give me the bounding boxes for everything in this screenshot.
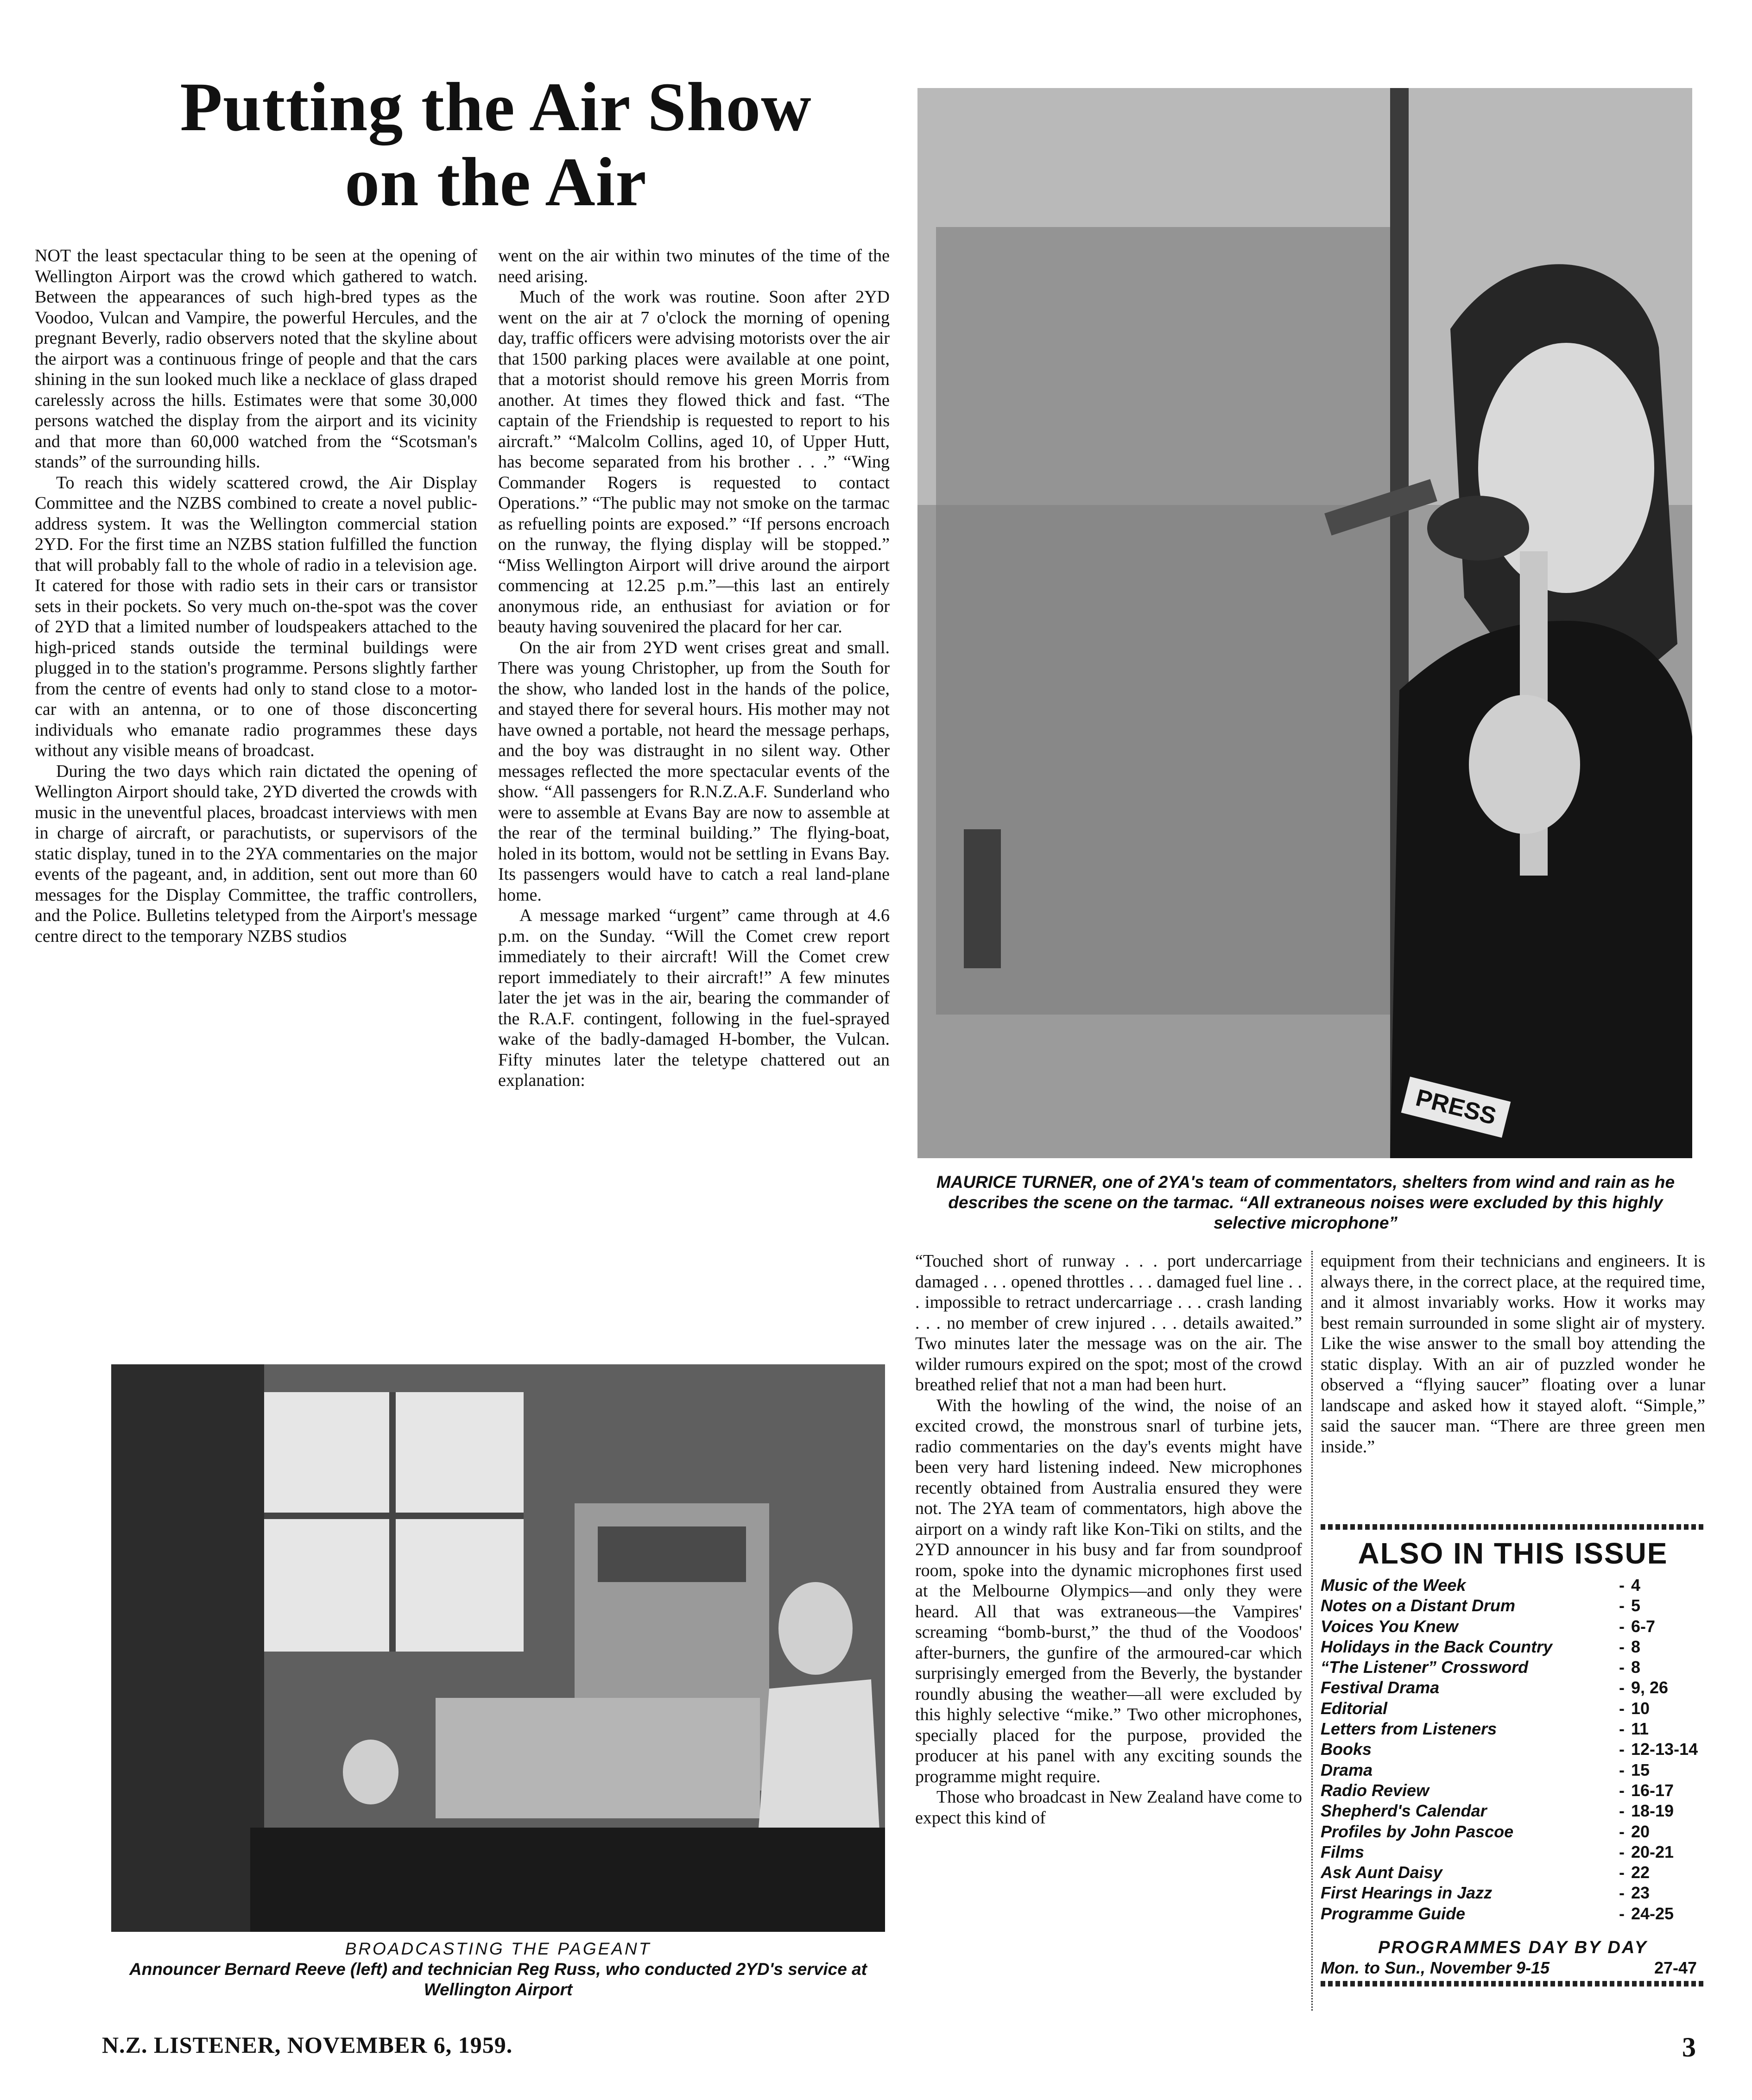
contents-item [1321,1801,1705,1821]
article-paragraph: A message marked “urgent” came through at 4.6 p.m. on the Sunday. “Will the Comet crew report immediately to their aircraft! Will the Comet crew report immediately to their aircraft!” A few minutes later the jet was in the air, bearing the commander of the R.A.F. contingent, following in the fuel-sprayed wake of the badly-damaged H-bomber, the Vulcan. Fifty minutes later the teletype chattered out an explanation: [498,906,890,1090]
contents-item-dash: - [1619,1801,1625,1821]
contents-item-dash: - [1619,1883,1625,1903]
contents-item-dash: - [1619,1698,1625,1718]
programmes-heading: PROGRAMMES DAY BY DAY [1378,1938,1648,1958]
contents-item-title: Programme Guide [1321,1904,1466,1923]
contents-item-dash: - [1619,1740,1625,1759]
caption-body: Announcer Bernard Reeve (left) and technician Reg Russ, who conducted 2YD's service at Wellington Airport [129,1960,867,1999]
article-paragraph: On the air from 2YD went crises great and small. There was young Christopher, up from the South for the show, who landed lost in the hands of the police, and stayed there for several hours. His mother may not have owned a portable, not heard the message perhaps, and the boy was distraught in no silent way. Other messages reflected the more spectacular events of the show. “All passengers for R.N.Z.A.F. Sunderland who were to assemble at Evans Bay are now to assemble at the rear of the terminal building.” The flying-boat, holed in its bottom, would not be settling in Evans Bay. Its passengers would have to catch a real land-plane home. [498,637,890,905]
contents-item-page: 10 [1631,1698,1650,1718]
contents-item-title: Films [1321,1842,1365,1861]
article-paragraph: To reach this widely scattered crowd, the Air Display Committee and the NZBS combined to create a novel public-address system. It was the Wellington commercial station 2YD. For the first time an NZBS station fulfilled the function that will probably fall to the whole of radio in a television age. It catered for those with radio sets in their cars or transistor sets in their pockets. So very much on-the-spot was the cover of 2YD that a limited number of loudspeakers attached to the high-priced stands outside the terminal buildings were plugged in to the station's programme. Persons slightly farther from the centre of events had only to stand close to a motor-car with an antenna, or to one of those disconcerting individuals who emanate radio programmes these days without any visible means of broadcast. [35,473,477,760]
contents-item-dash: - [1619,1863,1625,1882]
contents-item-title: Letters from Listeners [1321,1719,1497,1739]
contents-item [1321,1780,1705,1801]
contents-item-title: Music of the Week [1321,1576,1466,1595]
contents-item [1321,1657,1705,1677]
also-in-this-issue-box [1321,1524,1705,2006]
contents-item-dash: - [1619,1760,1625,1779]
contents-item [1321,1760,1705,1780]
contents-item-page: 12-13-14 [1631,1740,1698,1759]
contents-item-title: Notes on a Distant Drum [1321,1596,1516,1615]
contents-item-dash: - [1619,1904,1625,1923]
headline-line-1: Putting the Air Show [180,69,812,145]
contents-item-dash: - [1619,1596,1625,1615]
article-paragraph: Much of the work was routine. Soon after 2YD went on the air at 7 o'clock the morning of opening day, traffic officers were advising motorists over the air that 1500 parking places were available at one point, that a motorist should remove his green Morris from another. At times they flowed thick and fast. “The captain of the Friendship is requested to report to his aircraft.” “Malcolm Collins, aged 10, of Upper Hutt, has become separated from his brother . . .” “Wing Commander Rogers is requested to contact Operations.” “The public may not smoke on the tarmac as refuelling points are exposed.” “If persons encroach on the runway, the flying display will be stopped.” “Miss Wellington Airport will drive around the airport commencing at 12.25 p.m.”—this last an entirely anonymous ride, an enthusiast for aviation or for beauty having souvenired the placard for her car. [498,287,890,637]
contents-item [1321,1575,1705,1595]
broadcasting-illustration [111,1364,885,1932]
broadcasting-photo [111,1364,885,1932]
article-column-4 [1321,1251,1705,1529]
contents-item-title: Drama [1321,1760,1373,1779]
contents-item-dash: - [1619,1576,1625,1595]
contents-item [1321,1904,1705,1924]
contents-item [1321,1595,1705,1616]
contents-item [1321,1719,1705,1739]
article-paragraph: Those who broadcast in New Zealand have come to expect this kind of [915,1787,1302,1828]
contents-item-page: 11 [1631,1719,1649,1739]
contents-item [1321,1637,1705,1657]
contents-item-title: Ask Aunt Daisy [1321,1863,1442,1882]
contents-item-page: 8 [1631,1658,1641,1677]
commentator-illustration [917,88,1692,1158]
contents-item-page: 22 [1631,1863,1650,1882]
press-badge: PRESS [1401,1077,1511,1138]
contents-item-title: Profiles by John Pascoe [1321,1822,1514,1841]
contents-item [1321,1883,1705,1903]
contents-item-dash: - [1619,1719,1625,1739]
article-column-3 [915,1251,1302,2011]
article-paragraph: “Touched short of runway . . . port undercarriage damaged . . . opened throttles . . . damaged fuel line . . . impossible to retract undercarriage . . . crash landing . . . no member of crew injured . . . details awaited.” Two minutes later the message was on the air. The wilder rumours expired on the spot; most of the crowd breathed relief that not a man had been hurt. [915,1251,1302,1394]
contents-item-title: Festival Drama [1321,1678,1440,1697]
programmes-line: Mon. to Sun., November 9-15 [1321,1958,1550,1978]
commentator-photo-caption: MAURICE TURNER, one of 2YA's team of commentators, shelters from wind and rain as he describes the scene on the tarmac. “All extraneous noises were excluded by this highly selective microphone” [936,1173,1675,1232]
broadcasting-photo-caption [107,1939,890,2000]
contents-item-dash: - [1619,1637,1625,1656]
contents-item-dash: - [1619,1658,1625,1677]
masthead-footer: N.Z. LISTENER, NOVEMBER 6, 1959. [102,2032,513,2058]
contents-item [1321,1862,1705,1883]
article-headline [79,69,913,220]
contents-item-dash: - [1619,1842,1625,1861]
column-divider [1311,1251,1313,2011]
contents-item-title: Voices You Knew [1321,1616,1458,1636]
article-column-2 [498,246,890,1339]
contents-item-page: 6-7 [1631,1616,1656,1636]
top-rule [1321,1524,1705,1530]
contents-item [1321,1739,1705,1759]
contents-item [1321,1822,1705,1842]
contents-item-title: Editorial [1321,1698,1388,1718]
page-number: 3 [1682,2032,1696,2062]
contents-item-page: 8 [1631,1637,1641,1656]
contents-item-title: Books [1321,1740,1372,1759]
contents-item-page: 24-25 [1631,1904,1674,1923]
contents-item-title: First Hearings in Jazz [1321,1883,1493,1903]
contents-item-page: 9, 26 [1631,1678,1669,1697]
article-paragraph: With the howling of the wind, the noise of an excited crowd, the monstrous snarl of turbine jets, radio commentaries on the day's events might have been very hard listening indeed. New microphones recently obtained from Australia ensured they were not. The 2YA team of commentators, high above the airport on a windy raft like Kon-Tiki on stilts, and the 2YD announcer in his busy and far from soundproof room, spoke into the dynamic microphones first used at the Melbourne Olympics—and only they were heard. All that was extraneous—the Vampires' screaming “bomb-burst,” the thud of the Voodoos' after-burners, the gunfire of the armoured-car which surprisingly emerged from the Beverly, the bystander roundly abusing the weather—all were excluded by this highly selective “mike.” Two other microphones, specially placed for the purpose, provided the producer at his panel with any exciting sounds the programme might require. [915,1395,1302,1786]
contents-item [1321,1842,1705,1862]
contents-list [1321,1575,1705,1924]
contents-item-page: 23 [1631,1883,1650,1903]
article-paragraph: equipment from their technicians and engineers. It is always there, in the correct place, at the required time, and it almost invariably works. How it works may best remain surrounded in some slight air of mystery. Like the wise answer to the small boy attending the static display. With an air of puzzled wonder he observed a “flying saucer” floating over a lunar landscape and asked how it stayed aloft. “Simple,” said the saucer man. “There are three green men inside.” [1321,1251,1705,1457]
contents-item-page: 20 [1631,1822,1650,1841]
commentator-photo [917,88,1692,1158]
contents-item-title: Shepherd's Calendar [1321,1801,1487,1821]
contents-item-page: 15 [1631,1760,1650,1779]
contents-item-page: 4 [1631,1576,1641,1595]
article-paragraph: NOT the least spectacular thing to be seen at the opening of Wellington Airport was the crowd which gathered to watch. Between the appearances of such high-bred types as the Voodoo, Vulcan and Vampire, the powerful Hercules, and the pregnant Beverly, radio observers noted that the skyline about the airport was a continuous fringe of people and that the cars shining in the sun looked much like a necklace of glass draped carelessly across the hills. Estimates were that some 30,000 persons watched the display from the airport and its vicinity and that more than 60,000 watched from the “Scotsman's stands” of the surrounding hills. [35,246,477,472]
contents-item-title: Holidays in the Back Country [1321,1637,1553,1656]
bottom-rule [1321,1981,1705,1986]
contents-item-page: 16-17 [1631,1780,1674,1800]
contents-item-dash: - [1619,1616,1625,1636]
contents-item [1321,1616,1705,1637]
contents-item-title: “The Listener” Crossword [1321,1658,1529,1677]
article-paragraph: went on the air within two minutes of the time of the need arising. [498,246,890,286]
headline-line-2: on the Air [345,144,647,221]
contents-item [1321,1698,1705,1719]
caption-title: BROADCASTING THE PAGEANT [345,1939,651,1958]
contents-heading: ALSO IN THIS ISSUE [1358,1537,1668,1570]
contents-item-page: 18-19 [1631,1801,1674,1821]
contents-item-page: 20-21 [1631,1842,1674,1861]
article-paragraph: During the two days which rain dictated the opening of Wellington Airport should take, 2YD diverted the crowds with music in the uneventful places, broadcast interviews with men in charge of aircraft, or parachutists, or supervisors of the static display, tuned in to the 2YA commentaries on the major events of the pageant, and, in addition, sent out more than 60 messages for the Display Committee, the traffic controllers, and the Police. Bulletins teletyped from the Airport's message centre direct to the temporary NZBS studios [35,761,477,946]
programmes-row [1321,1958,1705,1978]
contents-item-dash: - [1619,1780,1625,1800]
contents-item-title: Radio Review [1321,1780,1429,1800]
contents-item-dash: - [1619,1678,1625,1697]
contents-item-dash: - [1619,1822,1625,1841]
contents-item-page: 5 [1631,1596,1641,1615]
contents-item [1321,1677,1705,1698]
article-column-1 [35,246,477,1339]
programmes-page: 27-47 [1654,1958,1697,1978]
